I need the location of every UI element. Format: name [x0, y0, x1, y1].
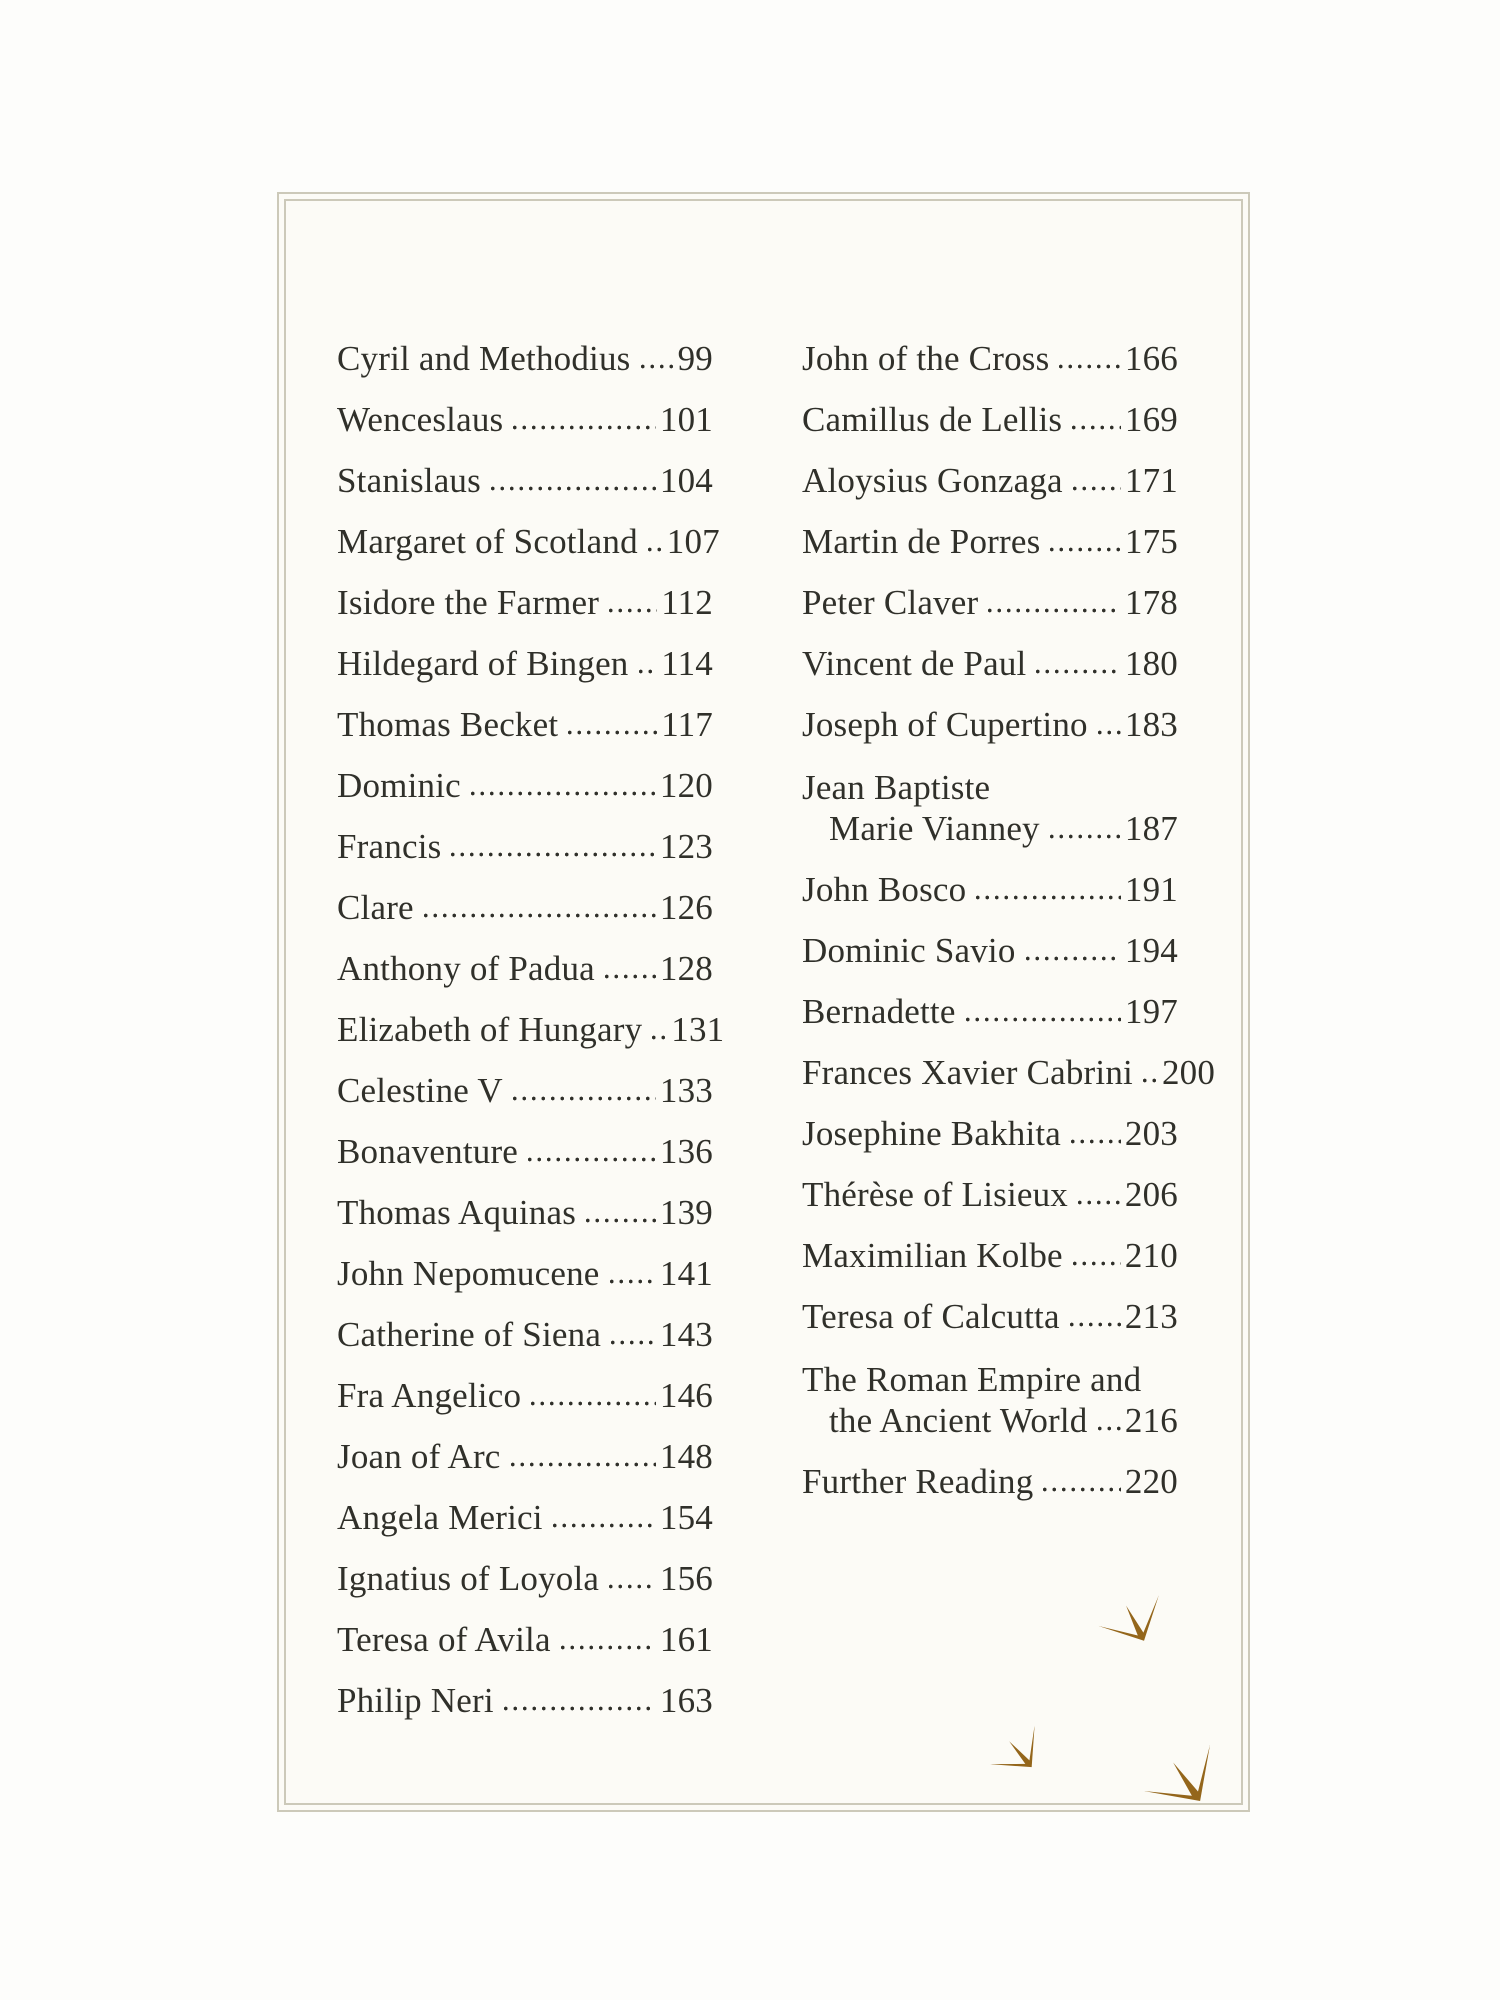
toc-entry-page-number: 139 — [659, 1193, 713, 1232]
toc-column-left — [337, 339, 725, 1742]
dot-leader — [636, 660, 658, 675]
toc-entry-title-line1: The Roman Empire and — [802, 1360, 1142, 1399]
toc-entry-title: Philip Neri — [337, 1681, 494, 1720]
toc-entry-page-number: 120 — [659, 766, 713, 805]
toc-entry-page-number: 191 — [1124, 870, 1178, 909]
toc-entry-page-number: 104 — [659, 461, 713, 500]
toc-entry — [802, 992, 1178, 1032]
dot-leader — [525, 1148, 656, 1163]
toc-entry-page-number: 131 — [671, 1010, 725, 1049]
toc-entry — [337, 1681, 713, 1721]
toc-entry-page-number: 166 — [1124, 339, 1178, 378]
toc-entry-page-number: 141 — [659, 1254, 713, 1293]
toc-entry-title: Dominic — [337, 766, 461, 805]
toc-entry-title: Bernadette — [802, 992, 956, 1031]
dot-leader — [606, 599, 657, 614]
toc-entry-title: Joan of Arc — [337, 1437, 501, 1476]
toc-entry-title: John Bosco — [802, 870, 967, 909]
dot-leader — [501, 1697, 656, 1712]
toc-entry-title: Bonaventure — [337, 1132, 519, 1171]
toc-entry — [337, 1010, 725, 1050]
toc-entry-title: Anthony of Padua — [337, 949, 595, 988]
toc-entry-title: John Nepomucene — [337, 1254, 600, 1293]
toc-entry-page-number: 101 — [659, 400, 713, 439]
toc-entry-page-number: 112 — [661, 583, 713, 622]
eight-point-star-icon — [1043, 1507, 1177, 1641]
toc-entry — [337, 827, 713, 867]
toc-entry-title: Isidore the Farmer — [337, 583, 600, 622]
toc-entry-page-number: 156 — [659, 1559, 713, 1598]
toc-entry-page-number: 180 — [1124, 644, 1178, 683]
dot-leader — [1047, 825, 1121, 840]
toc-entry-page-number: 183 — [1124, 705, 1178, 744]
dot-leader — [510, 1087, 656, 1102]
toc-entry-page-number: 213 — [1124, 1297, 1178, 1336]
toc-entry-page-number: 220 — [1124, 1462, 1178, 1501]
eight-point-star-icon — [1076, 1655, 1222, 1801]
toc-entry — [802, 1175, 1178, 1215]
dot-leader — [1070, 477, 1121, 492]
toc-entry-page-number: 197 — [1124, 992, 1178, 1031]
dot-leader — [1040, 1478, 1120, 1493]
toc-entry — [802, 583, 1178, 623]
toc-entry — [337, 461, 713, 501]
dot-leader — [1067, 1313, 1121, 1328]
toc-entry — [337, 1071, 713, 1111]
dot-leader — [1075, 1191, 1121, 1206]
dot-leader — [638, 355, 674, 370]
toc-entry-page-number: 146 — [659, 1376, 713, 1415]
dot-leader — [985, 599, 1121, 614]
toc-entry-title: Francis — [337, 827, 442, 866]
toc-entry — [337, 1254, 713, 1294]
toc-entry-page-number: 203 — [1124, 1114, 1178, 1153]
toc-entry-page-number: 128 — [659, 949, 713, 988]
toc-entry-page-number: 148 — [659, 1437, 713, 1476]
toc-entry-title: Camillus de Lellis — [802, 400, 1063, 439]
toc-entry-page-number: 136 — [659, 1132, 713, 1171]
toc-entry-title: Celestine V — [337, 1071, 503, 1110]
toc-entry-page-number: 126 — [659, 888, 713, 927]
dot-leader — [606, 1575, 656, 1590]
dot-leader — [1056, 355, 1120, 370]
dot-leader — [1140, 1069, 1158, 1084]
toc-entry-page-number: 210 — [1124, 1236, 1178, 1275]
toc-entry — [337, 888, 713, 928]
dot-leader — [1033, 660, 1120, 675]
toc-entry — [337, 1559, 713, 1599]
toc-entry — [337, 522, 720, 562]
toc-entry-page-number: 216 — [1124, 1401, 1178, 1440]
toc-entry — [802, 644, 1178, 684]
dot-leader — [649, 1026, 667, 1041]
toc-entry-title: Cyril and Methodius — [337, 339, 631, 378]
toc-entry-page-number: 187 — [1124, 809, 1178, 848]
toc-entry-title: Peter Claver — [802, 583, 979, 622]
toc-entry — [337, 1620, 713, 1660]
toc-entry — [337, 1132, 713, 1172]
toc-entry-title: Thérèse of Lisieux — [802, 1175, 1068, 1214]
toc-entry — [337, 1315, 713, 1355]
toc-entry — [802, 1462, 1178, 1502]
dot-leader — [973, 886, 1121, 901]
dot-leader — [448, 843, 655, 858]
toc-entry-page-number: 133 — [659, 1071, 713, 1110]
toc-entry-title: John of the Cross — [802, 339, 1050, 378]
toc-entry-title: Marie Vianney — [829, 809, 1040, 848]
toc-entry-title: Hildegard of Bingen — [337, 644, 629, 683]
dot-leader — [421, 904, 656, 919]
dot-leader — [607, 1270, 656, 1285]
toc-column-right — [802, 339, 1216, 1523]
dot-leader — [645, 538, 663, 553]
toc-entry — [802, 522, 1178, 562]
toc-entry — [337, 1437, 713, 1477]
toc-entry — [337, 705, 713, 745]
page-border-frame — [277, 192, 1250, 1812]
toc-entry — [337, 400, 713, 440]
dot-leader — [1069, 416, 1121, 431]
toc-entry — [337, 1498, 713, 1538]
toc-entry-page-number: 117 — [661, 705, 713, 744]
toc-entry-page-number: 143 — [659, 1315, 713, 1354]
toc-entry — [802, 1297, 1178, 1337]
toc-entry-page-number: 194 — [1124, 931, 1178, 970]
dot-leader — [565, 721, 657, 736]
dot-leader — [1070, 1252, 1121, 1267]
dot-leader — [558, 1636, 656, 1651]
toc-entry-title: Vincent de Paul — [802, 644, 1027, 683]
toc-entry — [802, 705, 1178, 745]
dot-leader — [1047, 538, 1120, 553]
toc-entry-title: Teresa of Avila — [337, 1620, 551, 1659]
toc-entry — [337, 766, 713, 806]
toc-entry-title: Stanislaus — [337, 461, 481, 500]
toc-entry-page-number: 206 — [1124, 1175, 1178, 1214]
toc-entry — [802, 339, 1178, 379]
dot-leader — [583, 1209, 656, 1224]
dot-leader — [468, 782, 656, 797]
toc-entry-title: Fra Angelico — [337, 1376, 522, 1415]
toc-entry — [802, 766, 1178, 849]
toc-entry-page-number: 107 — [666, 522, 720, 561]
toc-entry-title: Catherine of Siena — [337, 1315, 602, 1354]
toc-entry — [337, 339, 713, 379]
toc-entry-page-number: 161 — [659, 1620, 713, 1659]
toc-entry-page-number: 154 — [659, 1498, 713, 1537]
toc-entry-title: Elizabeth of Hungary — [337, 1010, 643, 1049]
dot-leader — [528, 1392, 656, 1407]
dot-leader — [508, 1453, 656, 1468]
dot-leader — [602, 965, 656, 980]
eight-point-star-icon — [940, 1669, 1038, 1767]
toc-entry — [802, 1053, 1216, 1093]
toc-entry-title: Maximilian Kolbe — [802, 1236, 1063, 1275]
toc-entry-page-number: 123 — [659, 827, 713, 866]
toc-entry-title: Aloysius Gonzaga — [802, 461, 1063, 500]
toc-entry-title: Ignatius of Loyola — [337, 1559, 600, 1598]
toc-entry — [337, 1376, 713, 1416]
dot-leader — [1068, 1130, 1121, 1145]
toc-entry — [337, 949, 713, 989]
toc-entry-title: Wenceslaus — [337, 400, 504, 439]
toc-entry-page-number: 175 — [1124, 522, 1178, 561]
toc-entry-page-number: 171 — [1124, 461, 1178, 500]
toc-entry-title: Clare — [337, 888, 414, 927]
toc-entry-title: Joseph of Cupertino — [802, 705, 1088, 744]
toc-entry-title: Further Reading — [802, 1462, 1034, 1501]
toc-entry-title: Thomas Aquinas — [337, 1193, 577, 1232]
toc-entry-title: Josephine Bakhita — [802, 1114, 1062, 1153]
toc-entry — [802, 931, 1178, 971]
toc-entry — [802, 870, 1178, 910]
toc-entry — [802, 400, 1178, 440]
toc-entry-page-number: 169 — [1124, 400, 1178, 439]
toc-entry — [337, 644, 713, 684]
dot-leader — [1095, 721, 1121, 736]
dot-leader — [1023, 947, 1121, 962]
toc-entry — [337, 583, 713, 623]
dot-leader — [608, 1331, 656, 1346]
toc-entry-title: Martin de Porres — [802, 522, 1041, 561]
toc-entry-title: Angela Merici — [337, 1498, 543, 1537]
toc-entry-title: Margaret of Scotland — [337, 522, 638, 561]
toc-entry-page-number: 163 — [659, 1681, 713, 1720]
toc-entry-title: Teresa of Calcutta — [802, 1297, 1060, 1336]
dot-leader — [510, 416, 656, 431]
toc-entry — [802, 461, 1178, 501]
toc-entry-page-number: 114 — [661, 644, 713, 683]
toc-entry — [337, 1193, 713, 1233]
toc-entry-title: the Ancient World — [829, 1401, 1088, 1440]
dot-leader — [963, 1008, 1121, 1023]
toc-entry-page-number: 99 — [677, 339, 713, 378]
toc-entry — [802, 1358, 1178, 1441]
toc-entry-title: Frances Xavier Cabrini — [802, 1053, 1133, 1092]
toc-entry — [802, 1236, 1178, 1276]
toc-entry — [802, 1114, 1178, 1154]
dot-leader — [488, 477, 656, 492]
toc-entry-page-number: 200 — [1161, 1053, 1216, 1092]
dot-leader — [550, 1514, 656, 1529]
dot-leader — [1095, 1417, 1121, 1432]
toc-entry-title: Dominic Savio — [802, 931, 1016, 970]
toc-entry-title: Thomas Becket — [337, 705, 559, 744]
toc-entry-page-number: 178 — [1124, 583, 1178, 622]
toc-entry-title-line1: Jean Baptiste — [802, 768, 991, 807]
